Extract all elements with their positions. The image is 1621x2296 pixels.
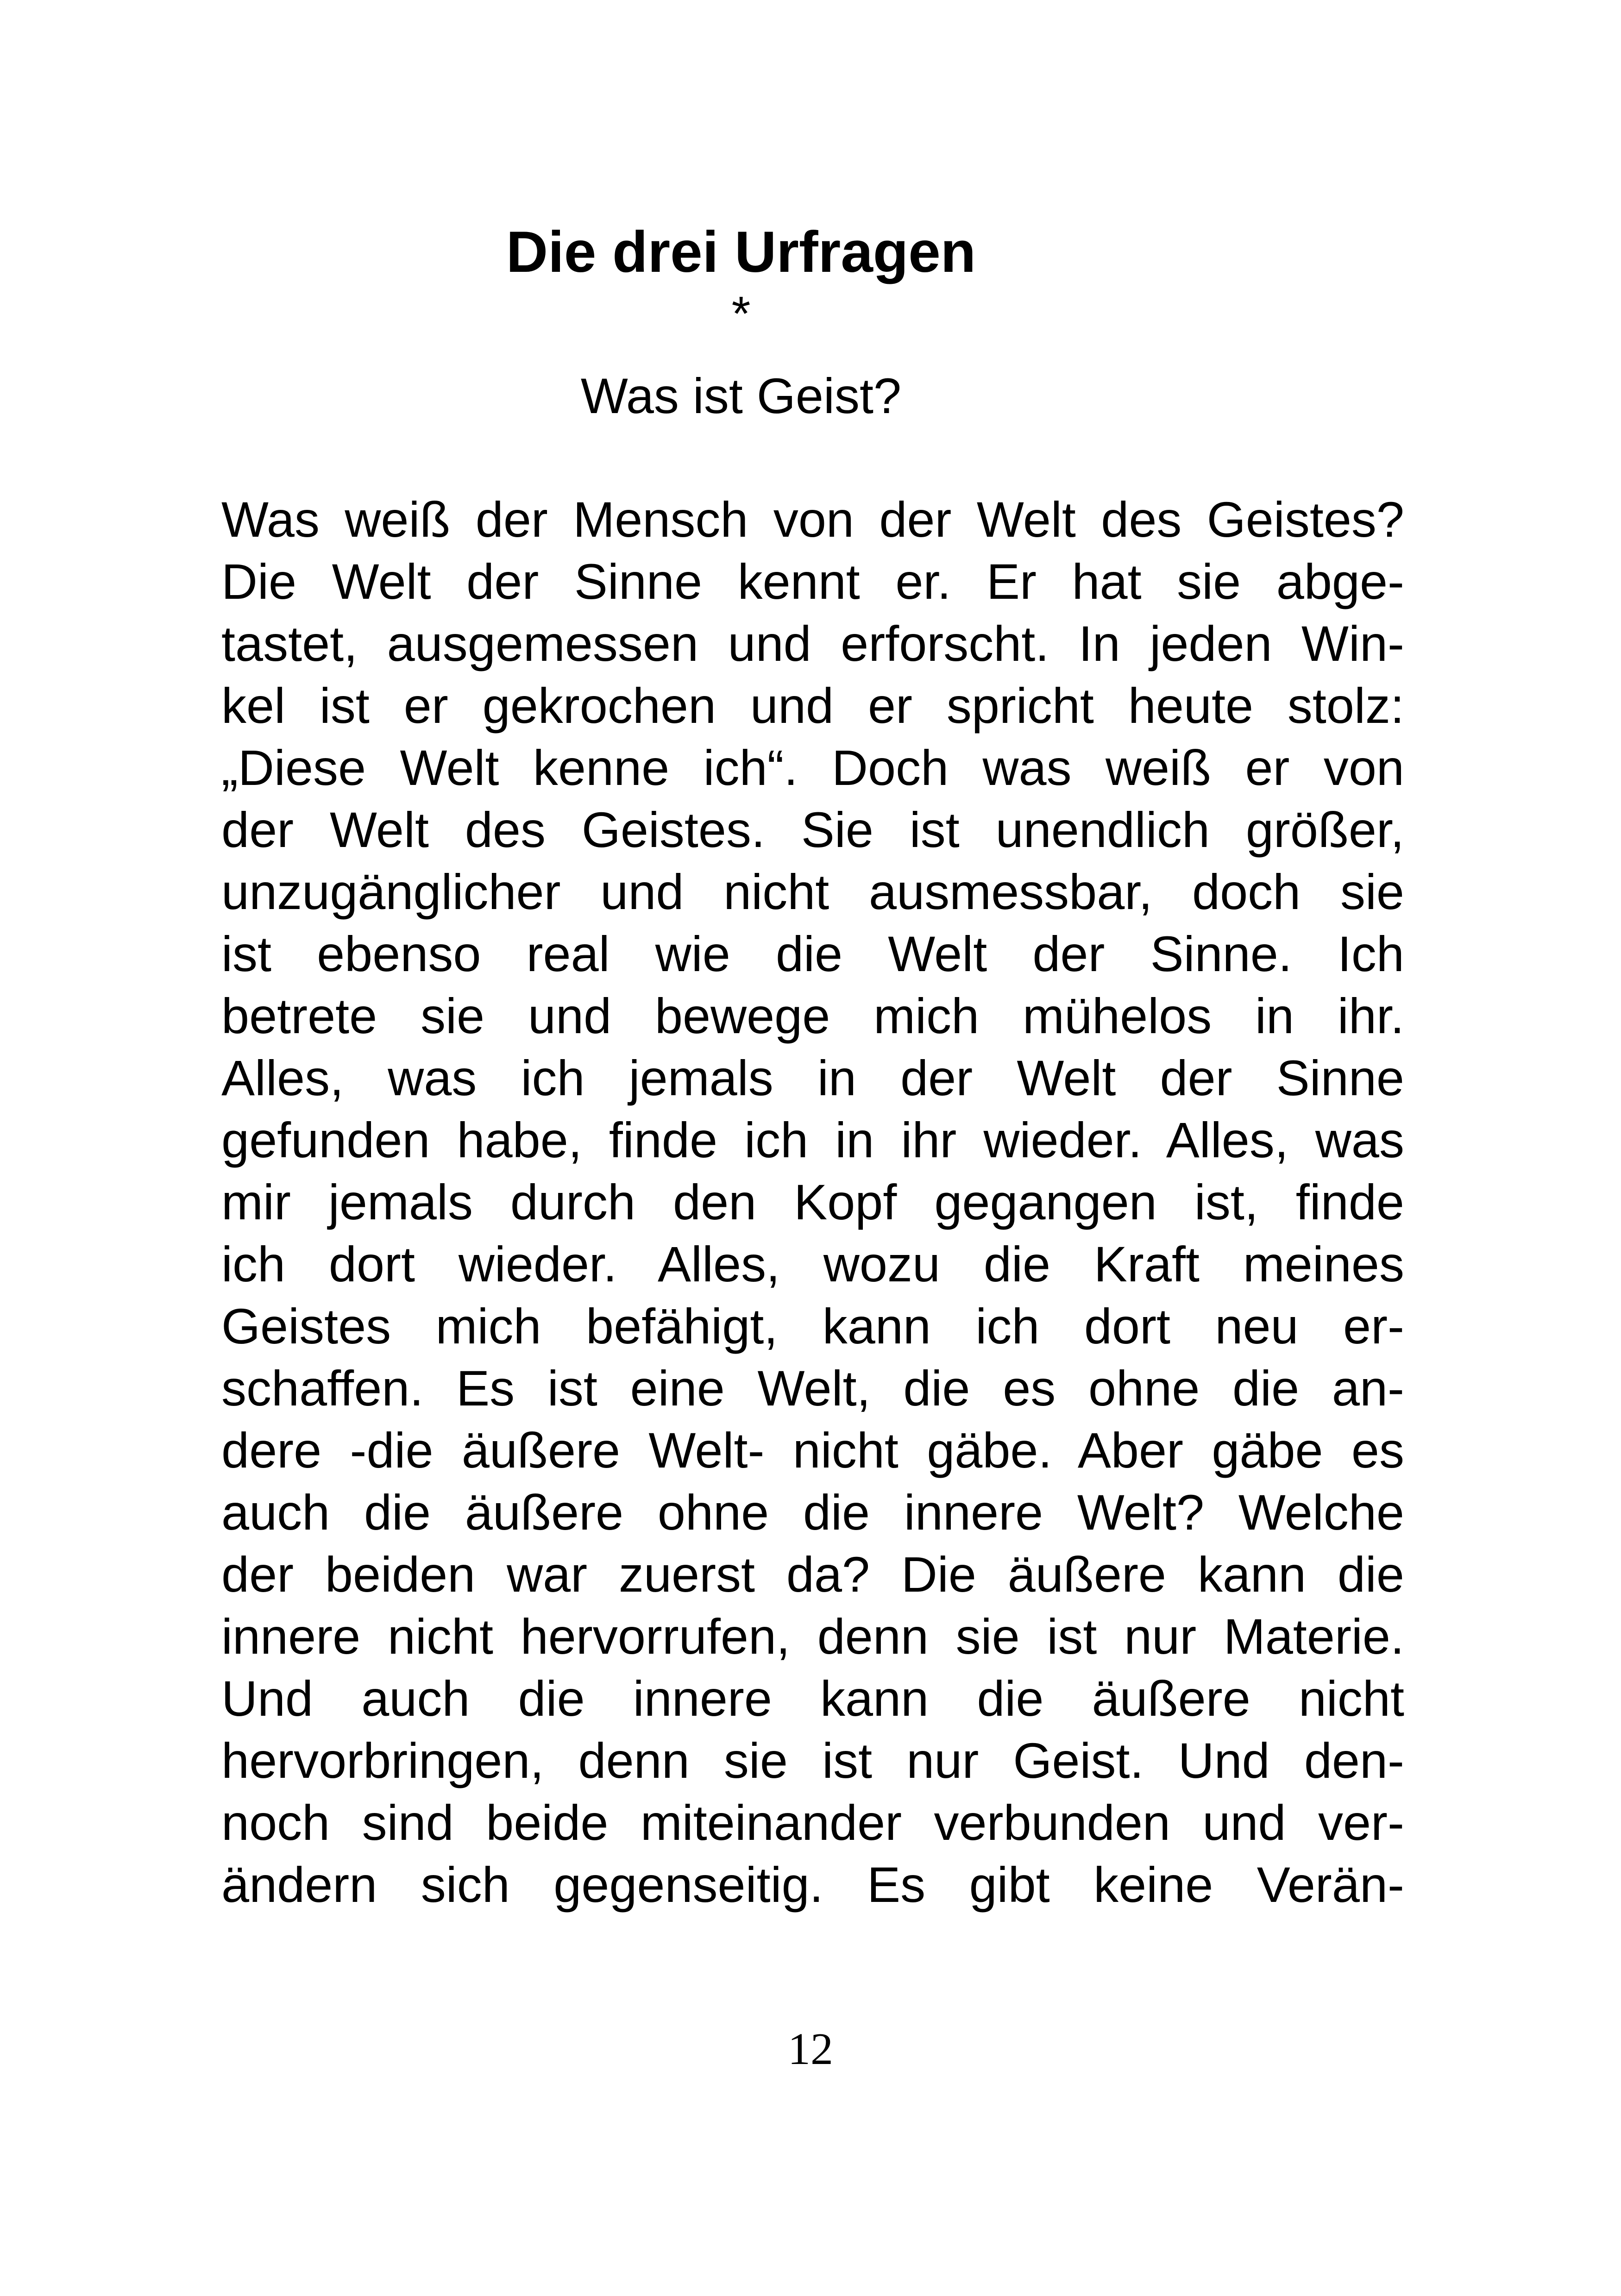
- text-line: Geistes mich befähigt, kann ich dort neu er-: [221, 1298, 1404, 1354]
- text-line: hervorbringen, denn sie ist nur Geist. Und den-: [221, 1732, 1404, 1788]
- text-line: dere -die äußere Welt- nicht gäbe. Aber gäbe es: [221, 1422, 1404, 1478]
- text-line: ist ebenso real wie die Welt der Sinne. Ich: [221, 926, 1404, 982]
- text-line: tastet, ausgemessen und erforscht. In jeden Win-: [221, 615, 1404, 671]
- text-line: betrete sie und bewege mich mühelos in ihr.: [221, 988, 1404, 1044]
- text-line: ich dort wieder. Alles, wozu die Kraft meines: [221, 1236, 1404, 1292]
- text-line: ändern sich gegenseitig. Es gibt keine Verän-: [221, 1857, 1404, 1913]
- text-line: noch sind beide miteinander verbunden und ver-: [221, 1794, 1404, 1851]
- text-line: gefunden habe, finde ich in ihr wieder. Alles, was: [221, 1112, 1404, 1168]
- text-line: Und auch die innere kann die äußere nicht: [221, 1670, 1404, 1726]
- body-paragraph: [221, 489, 1404, 1916]
- text-line: auch die äußere ohne die innere Welt? Welche: [221, 1484, 1404, 1540]
- text-line: mir jemals durch den Kopf gegangen ist, finde: [221, 1174, 1404, 1230]
- page-number: 12: [788, 2024, 833, 2074]
- text-line: innere nicht hervorrufen, denn sie ist nur Materie.: [221, 1608, 1404, 1664]
- text-line: „Diese Welt kenne ich“. Doch was weiß er von: [221, 740, 1404, 796]
- text-line: Alles, was ich jemals in der Welt der Sinne: [221, 1050, 1404, 1106]
- text-line: schaffen. Es ist eine Welt, die es ohne die an-: [221, 1360, 1404, 1416]
- text-line: Was weiß der Mensch von der Welt des Geistes?: [221, 491, 1404, 547]
- chapter-title: Die drei Urfragen: [506, 220, 976, 284]
- text-line: der beiden war zuerst da? Die äußere kann die: [221, 1546, 1404, 1602]
- text-line: Die Welt der Sinne kennt er. Er hat sie abge-: [221, 553, 1404, 609]
- section-separator: *: [731, 287, 751, 341]
- section-heading: Was ist Geist?: [580, 368, 902, 424]
- text-line: unzugänglicher und nicht ausmessbar, doch sie: [221, 864, 1404, 920]
- text-line: kel ist er gekrochen und er spricht heute stolz:: [221, 678, 1404, 734]
- text-line: der Welt des Geistes. Sie ist unendlich größer,: [221, 802, 1404, 858]
